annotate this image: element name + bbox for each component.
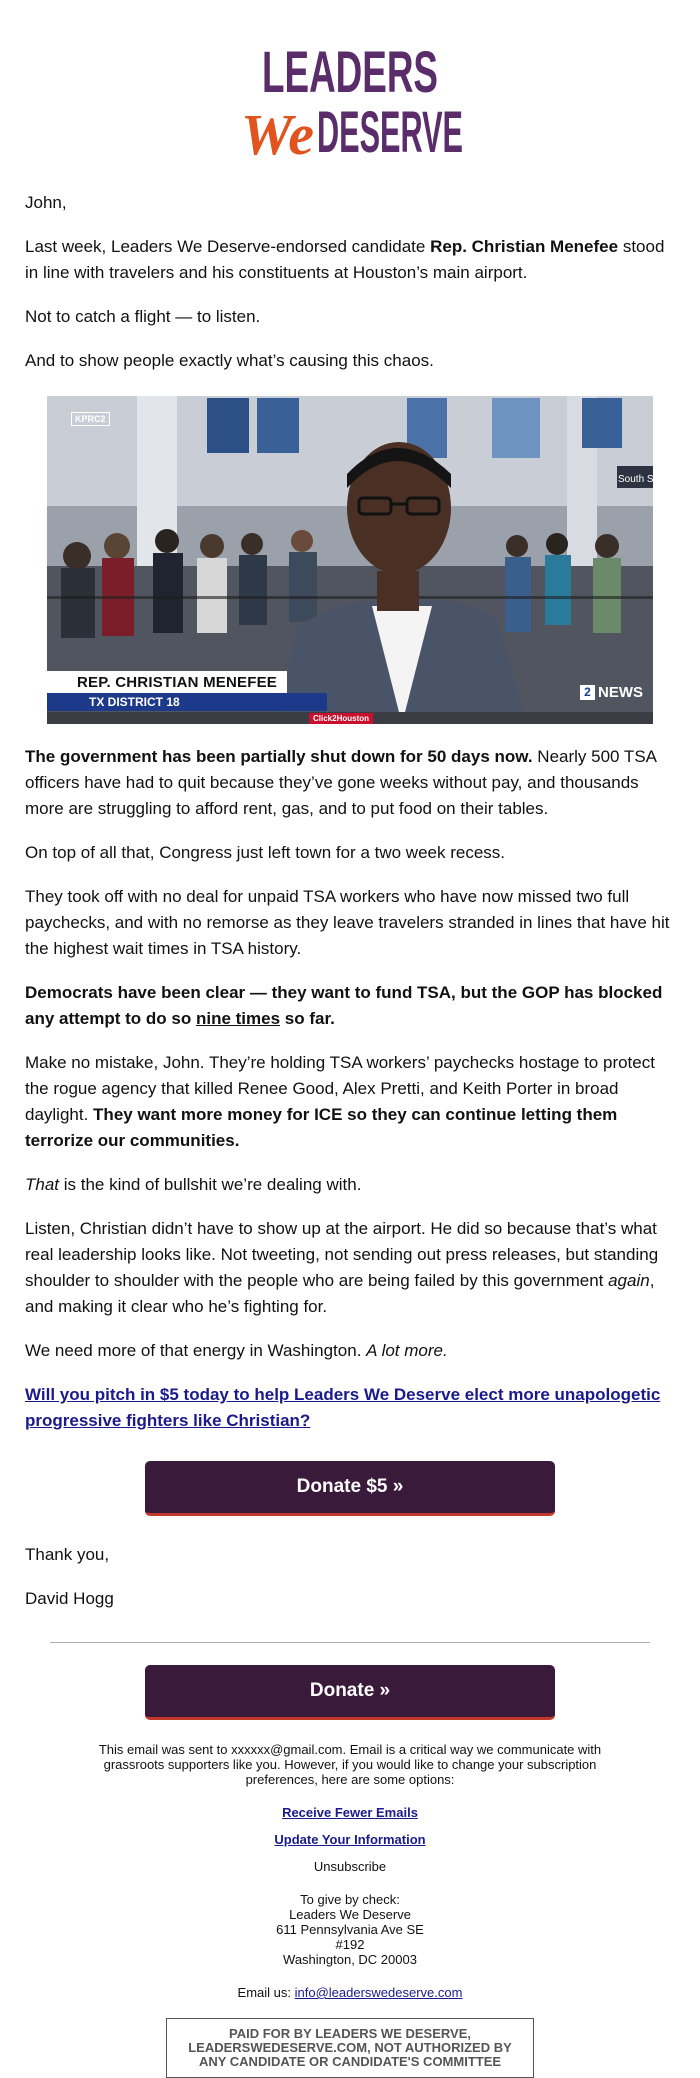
lower-third-district: TX DISTRICT 18 bbox=[47, 693, 327, 711]
paragraph-energy bbox=[25, 1338, 675, 1364]
democrats-text: Democrats have been clear — they want to fund TSA, but the GOP has blocked any attempt to do so bbox=[25, 983, 663, 1028]
paragraph-intro bbox=[25, 234, 675, 286]
email-footer bbox=[0, 1742, 700, 2078]
logo-line2: DESERVE bbox=[317, 100, 463, 165]
paragraph-chaos: And to show people exactly what’s causing this chaos. bbox=[25, 351, 434, 370]
check-address-line3: Washington, DC 20003 bbox=[283, 1952, 417, 1967]
news-logo bbox=[580, 684, 643, 701]
check-intro: To give by check: bbox=[300, 1892, 400, 1907]
energy-text: We need more of that energy in Washington. bbox=[25, 1341, 367, 1360]
ice-emphasis: They want more money for ICE so they can continue letting them terrorize our communities. bbox=[25, 1105, 618, 1150]
donate-button[interactable]: Donate » bbox=[145, 1665, 555, 1720]
paragraph-shutdown bbox=[25, 744, 675, 822]
shutdown-detail: Nearly 500 TSA officers have had to quit because they’ve gone weeks without pay, and thousands more are struggling to afford rent, gas, and to put food on their tables. bbox=[25, 747, 657, 818]
email-content-body bbox=[0, 744, 700, 1434]
hero-news-image bbox=[47, 396, 665, 724]
contact-line bbox=[0, 1985, 700, 2000]
receive-fewer-emails-link[interactable]: Receive Fewer Emails bbox=[282, 1805, 418, 1820]
donate-5-button[interactable]: Donate $5 » bbox=[145, 1461, 555, 1516]
shutdown-headline: The government has been partially shut down for 50 days now. bbox=[25, 747, 533, 766]
email-body bbox=[0, 30, 700, 2078]
contact-label: Email us: bbox=[237, 1985, 295, 2000]
news-logo-number: 2 bbox=[580, 685, 595, 700]
bullshit-text: is the kind of bullshit we’re dealing with. bbox=[59, 1175, 362, 1194]
ice-text: Make no mistake, John. They’re holding TSA workers’ paychecks hostage to protect the rogue agency that killed Renee Good, Alex Pretti, and Keith Porter in broad daylight. bbox=[25, 1053, 655, 1124]
leaders-we-deserve-logo bbox=[235, 30, 465, 167]
news-logo-text: NEWS bbox=[598, 684, 643, 701]
unsubscribe-link[interactable]: Unsubscribe bbox=[313, 1859, 387, 1874]
paragraph-ice bbox=[25, 1050, 675, 1154]
a-lot-more-emphasis: A lot more. bbox=[366, 1341, 448, 1360]
democrats-text-end: so far. bbox=[280, 1009, 335, 1028]
that-emphasis: That bbox=[25, 1175, 60, 1194]
signature: David Hogg bbox=[25, 1589, 114, 1608]
logo-line1: LEADERS bbox=[262, 40, 438, 105]
divider bbox=[50, 1642, 650, 1643]
south-sec-sign: South Sec bbox=[618, 474, 665, 485]
contact-email-link[interactable]: info@leaderswedeserve.com bbox=[294, 1985, 463, 2000]
paragraph-intro-text: Last week, Leaders We Deserve-endorsed candidate bbox=[25, 237, 431, 256]
nine-times-emphasis: nine times bbox=[195, 1009, 281, 1028]
leadership-text-end: , and making it clear who he’s fighting for. bbox=[25, 1271, 655, 1316]
update-information-link[interactable]: Update Your Information bbox=[274, 1832, 426, 1847]
footer-notice: This email was sent to xxxxxx@gmail.com. Email is a critical way we communicate with grassroots supporters like you. However, if you would like to change your subscription preferences, here are some options: bbox=[98, 1742, 602, 1787]
signoff-block bbox=[0, 1542, 700, 1612]
paragraph-democrats bbox=[25, 980, 675, 1032]
lower-third-name: REP. CHRISTIAN MENEFEE bbox=[47, 671, 287, 694]
check-address-line1: 611 Pennsylvania Ave SE bbox=[276, 1922, 424, 1937]
greeting: John, bbox=[25, 193, 67, 212]
check-org: Leaders We Deserve bbox=[289, 1907, 411, 1922]
again-emphasis: again bbox=[608, 1271, 650, 1290]
donate-button-wrap bbox=[0, 1665, 700, 1720]
leadership-text: Listen, Christian didn’t have to show up at the airport. He did so because that’s what real leadership looks like. Not tweeting, not sending out press releases, but standing shoulder to shoulder with the people who are being failed by this government bbox=[25, 1219, 659, 1290]
signoff: Thank you, bbox=[25, 1545, 110, 1564]
kprc-channel-bug: KPRC2 bbox=[71, 412, 110, 426]
paragraph-recess: On top of all that, Congress just left town for a two week recess. bbox=[25, 843, 506, 862]
paragraph-listen: Not to catch a flight — to listen. bbox=[25, 307, 261, 326]
ticker-tag: Click2Houston bbox=[309, 713, 373, 724]
candidate-name: Rep. Christian Menefee bbox=[430, 237, 619, 256]
donate-5-button-wrap bbox=[0, 1461, 700, 1516]
paid-for-disclaimer: PAID FOR BY LEADERS WE DESERVE, LEADERSWEDESERVE.COM, NOT AUTHORIZED BY ANY CANDIDATE OR CANDIDATE'S COMMITTEE bbox=[166, 2018, 534, 2078]
paragraph-no-deal: They took off with no deal for unpaid TSA workers who have now missed two full paychecks, and with no remorse as they leave travelers stranded in lines that have hit the highest wait times in TSA history. bbox=[25, 887, 670, 958]
paragraph-bullshit bbox=[25, 1172, 675, 1198]
paragraph-leadership bbox=[25, 1216, 675, 1320]
pitch-in-link[interactable]: Will you pitch in $5 today to help Leaders We Deserve elect more unapologetic progressive fighters like Christian? bbox=[25, 1385, 661, 1430]
logo-we: We bbox=[241, 102, 315, 167]
paragraph-intro-text-end: stood in line with travelers and his constituents at Houston’s main airport. bbox=[25, 237, 665, 282]
email-content bbox=[0, 190, 700, 374]
check-address-line2: #192 bbox=[335, 1937, 365, 1952]
